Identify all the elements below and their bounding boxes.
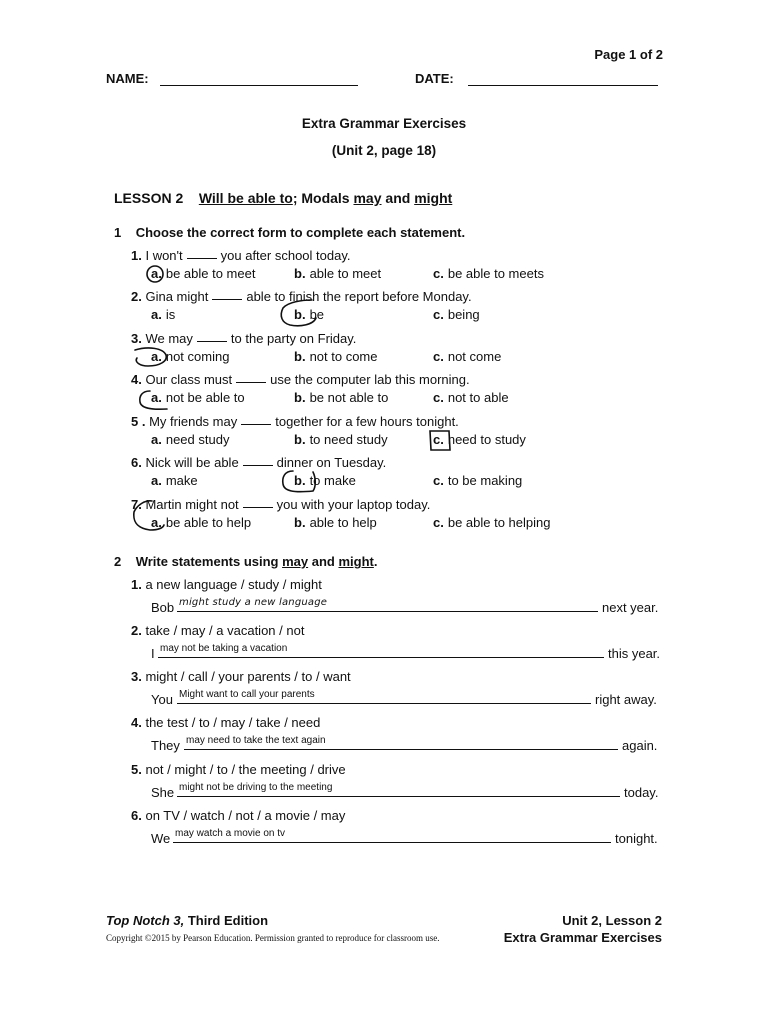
writing-prompt-5 — [131, 762, 346, 777]
question-number: 1. — [131, 248, 142, 263]
option-1-c[interactable] — [433, 266, 544, 281]
lesson-phrase: Will be able to — [198, 190, 293, 206]
option-3-b[interactable] — [294, 349, 378, 364]
prompt-number: 4. — [131, 715, 142, 730]
sentence-subject: We — [151, 831, 171, 846]
option-5-b[interactable] — [294, 432, 388, 447]
question-number: 6. — [131, 455, 142, 470]
question-1 — [131, 248, 350, 263]
lesson-prefix: LESSON 2 — [114, 190, 184, 206]
option-text: not to able — [447, 390, 509, 405]
worksheet-subtitle: (Unit 2, page 18) — [331, 143, 437, 158]
question-stem-after: to the party on Friday. — [230, 331, 357, 346]
prompt-words: might / call / your parents / to / want — [145, 669, 351, 684]
section2-heading — [114, 554, 377, 569]
option-text: make — [165, 473, 198, 488]
option-text: not to come — [309, 349, 378, 364]
option-text: able to help — [309, 515, 377, 530]
option-text: be not able to — [309, 390, 389, 405]
sentence-ending: again. — [622, 738, 658, 753]
question-number: 7. — [131, 497, 142, 512]
prompt-words: not / might / to / the meeting / drive — [145, 762, 346, 777]
prompt-number: 5. — [131, 762, 142, 777]
question-6 — [131, 455, 386, 470]
option-label: a. — [151, 473, 162, 488]
sentence-subject: They — [151, 738, 180, 753]
option-text: to need study — [309, 432, 388, 447]
writing-prompt-2 — [131, 623, 304, 638]
lesson-and: and — [381, 190, 415, 206]
prompt-words: take / may / a vacation / not — [145, 623, 305, 638]
question-stem-after: you with your laptop today. — [276, 497, 431, 512]
sentence-ending: right away. — [595, 692, 657, 707]
option-label: c. — [433, 307, 444, 322]
question-stem-after: use the computer lab this morning. — [270, 372, 470, 387]
writing-prompt-1 — [131, 577, 322, 592]
option-label: b. — [294, 432, 306, 447]
sentence-subject: You — [151, 692, 173, 707]
option-label: c. — [433, 390, 444, 405]
question-7 — [131, 497, 430, 512]
question-stem-after: you after school today. — [220, 248, 351, 263]
question-2 — [131, 289, 472, 304]
answer-line[interactable] — [184, 749, 618, 750]
option-6-a[interactable] — [151, 473, 198, 488]
section2-number: 2 — [114, 554, 122, 569]
option-text: need study — [165, 432, 230, 447]
prompt-number: 3. — [131, 669, 142, 684]
question-stem-before: Gina might — [145, 289, 209, 304]
lesson-heading — [114, 190, 452, 206]
option-4-a[interactable] — [151, 390, 245, 405]
option-text: be able to meets — [447, 266, 544, 281]
answer-blank[interactable] — [243, 465, 273, 466]
question-stem-before: I won't — [145, 248, 183, 263]
writing-prompt-6 — [131, 808, 345, 823]
prompt-words: on TV / watch / not / a movie / may — [145, 808, 346, 823]
sentence-subject: She — [151, 785, 175, 800]
answer-blank[interactable] — [197, 341, 227, 342]
page-number: Page 1 of 2 — [594, 47, 663, 62]
option-5-c[interactable] — [433, 432, 526, 447]
option-label: c. — [433, 432, 444, 447]
section2-and: and — [308, 554, 339, 569]
option-text: able to meet — [309, 266, 382, 281]
date-field-line[interactable] — [468, 85, 658, 86]
answer-line[interactable] — [177, 703, 591, 704]
prompt-words: the test / to / may / take / need — [145, 715, 321, 730]
prompt-number: 1. — [131, 577, 142, 592]
option-text: not come — [447, 349, 502, 364]
option-label: a. — [151, 390, 162, 405]
answer-line[interactable] — [177, 611, 598, 612]
question-stem-before: Nick will be able — [145, 455, 239, 470]
section1-heading — [114, 225, 465, 240]
option-label: a. — [151, 349, 162, 364]
option-label: a. — [151, 307, 162, 322]
question-stem-after: dinner on Tuesday. — [276, 455, 387, 470]
option-text: be able to helping — [447, 515, 551, 530]
option-text: to be making — [447, 473, 523, 488]
option-text: be able to help — [165, 515, 252, 530]
question-stem-before: My friends may — [149, 414, 238, 429]
sentence-ending: today. — [624, 785, 659, 800]
option-label: b. — [294, 266, 306, 281]
answer-blank[interactable] — [212, 299, 242, 300]
written-answer[interactable]: Might want to call your parents — [179, 689, 315, 700]
copyright-notice: Copyright ©2015 by Pearson Education. Permission granted to reproduce for classroom use. — [106, 933, 440, 943]
answer-blank[interactable] — [236, 382, 266, 383]
question-stem-after: able to finish the report before Monday. — [246, 289, 472, 304]
prompt-number: 2. — [131, 623, 142, 638]
option-3-c[interactable] — [433, 349, 501, 364]
written-answer[interactable]: may need to take the text again — [186, 735, 326, 746]
written-answer[interactable]: may not be taking a vacation — [160, 643, 288, 654]
answer-blank[interactable] — [187, 258, 217, 259]
question-stem-before: Martin might not — [145, 497, 239, 512]
option-text: is — [165, 307, 176, 322]
option-label: b. — [294, 515, 306, 530]
question-4 — [131, 372, 470, 387]
sentence-ending: tonight. — [615, 831, 658, 846]
written-answer[interactable]: might not be driving to the meeting — [179, 782, 333, 793]
writing-prompt-4 — [131, 715, 320, 730]
prompt-words: a new language / study / might — [145, 577, 322, 592]
option-label: c. — [433, 473, 444, 488]
question-number: 2. — [131, 289, 142, 304]
footer-book-title — [106, 913, 268, 928]
lesson-word-might: might — [414, 190, 453, 206]
option-3-a[interactable] — [151, 349, 229, 364]
option-label: a. — [151, 266, 162, 281]
option-label: b. — [294, 349, 306, 364]
sentence-ending: this year. — [608, 646, 661, 661]
option-7-a[interactable] — [151, 515, 251, 530]
option-text: be — [309, 307, 325, 322]
option-2-a[interactable] — [151, 307, 175, 322]
option-2-c[interactable] — [433, 307, 480, 322]
option-7-c[interactable] — [433, 515, 551, 530]
question-3 — [131, 331, 356, 346]
section2-word-might: might — [338, 554, 374, 569]
prompt-number: 6. — [131, 808, 142, 823]
option-text: not be able to — [165, 390, 245, 405]
option-text: not coming — [165, 349, 230, 364]
option-6-b[interactable] — [294, 473, 356, 488]
section2-instruction: Write statements using — [135, 554, 283, 569]
option-label: c. — [433, 349, 444, 364]
answer-blank[interactable] — [241, 424, 271, 425]
option-label: a. — [151, 432, 162, 447]
option-label: a. — [151, 515, 162, 530]
option-text: need to study — [447, 432, 526, 447]
name-label: NAME: — [106, 71, 149, 86]
option-text: being — [447, 307, 480, 322]
option-text: to make — [309, 473, 356, 488]
answer-line[interactable] — [158, 657, 604, 658]
written-answer[interactable]: may watch a movie on tv — [175, 828, 286, 839]
lesson-sep: ; Modals — [292, 190, 354, 206]
section1-instruction: Choose the correct form to complete each statement. — [135, 225, 466, 240]
footer-unit: Unit 2, Lesson 2 — [562, 913, 662, 928]
option-label: c. — [433, 515, 444, 530]
option-label: b. — [294, 473, 306, 488]
written-answer[interactable]: might study a new language — [179, 597, 328, 608]
writing-prompt-3 — [131, 669, 351, 684]
option-5-a[interactable] — [151, 432, 229, 447]
date-label: DATE: — [415, 71, 454, 86]
question-stem-before: Our class must — [145, 372, 233, 387]
option-7-b[interactable] — [294, 515, 377, 530]
option-1-b[interactable] — [294, 266, 381, 281]
lesson-word-may: may — [353, 190, 382, 206]
section1-number: 1 — [114, 225, 122, 240]
option-label: b. — [294, 307, 306, 322]
option-label: b. — [294, 390, 306, 405]
footer-section: Extra Grammar Exercises — [503, 930, 662, 945]
section2-end: . — [373, 554, 378, 569]
option-text: be able to meet — [165, 266, 256, 281]
question-5 — [131, 414, 459, 429]
question-stem-after: together for a few hours tonight. — [275, 414, 459, 429]
option-2-b[interactable] — [294, 307, 324, 322]
option-6-c[interactable] — [433, 473, 522, 488]
option-1-a[interactable] — [151, 266, 255, 281]
option-4-b[interactable] — [294, 390, 388, 405]
answer-blank[interactable] — [243, 507, 273, 508]
name-field-line[interactable] — [160, 85, 358, 86]
option-4-c[interactable] — [433, 390, 509, 405]
sentence-ending: next year. — [602, 600, 659, 615]
answer-line[interactable] — [177, 796, 620, 797]
worksheet-title: Extra Grammar Exercises — [301, 116, 467, 131]
book-title: Top Notch 3, — [106, 913, 185, 928]
answer-line[interactable] — [173, 842, 611, 843]
question-number: 4. — [131, 372, 142, 387]
book-edition: Third Edition — [184, 913, 269, 928]
question-stem-before: We may — [145, 331, 193, 346]
sentence-subject: Bob — [151, 600, 175, 615]
section2-word-may: may — [282, 554, 309, 569]
question-number: 3. — [131, 331, 142, 346]
sentence-subject: I — [151, 646, 155, 661]
option-label: c. — [433, 266, 444, 281]
question-number: 5 . — [131, 414, 146, 429]
